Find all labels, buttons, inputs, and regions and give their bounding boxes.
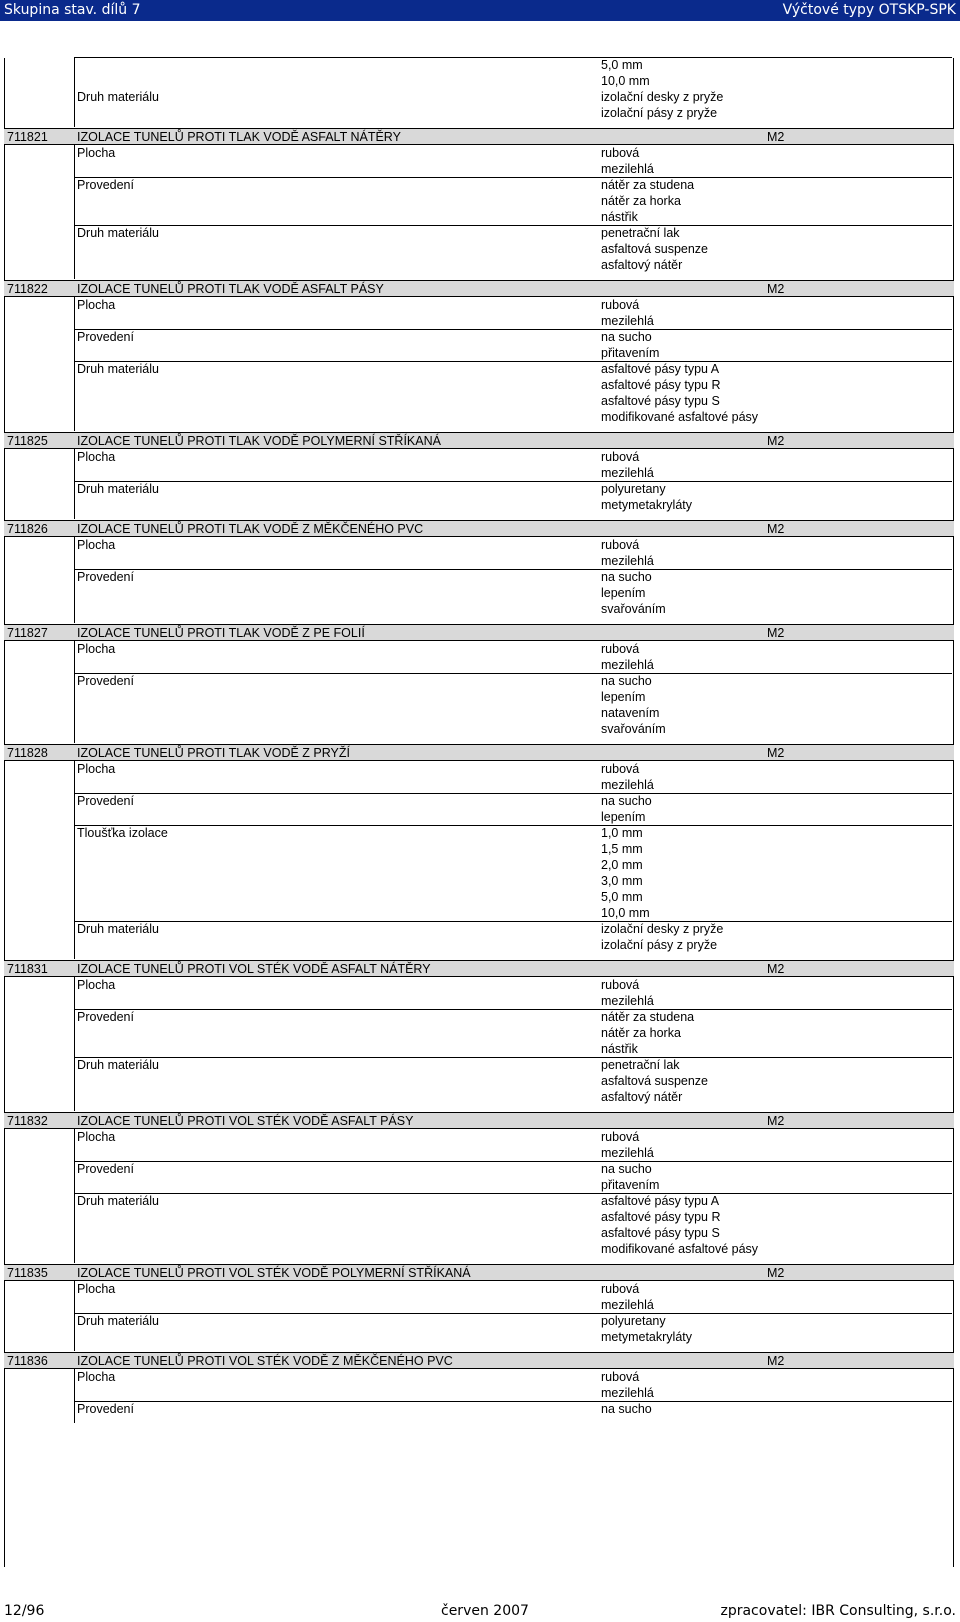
value-cell: na sucho (601, 570, 652, 584)
property-label: Provedení (77, 1010, 134, 1024)
row-divider (74, 481, 952, 482)
column-divider (74, 1281, 75, 1351)
value-cell: modifikované asfaltové pásy (601, 410, 759, 424)
value-cell: rubová (601, 146, 640, 160)
value-cell: mezilehlá (601, 1298, 654, 1312)
item-code: 711822 (7, 282, 48, 296)
property-label: Plocha (77, 762, 116, 776)
item-unit: M2 (767, 962, 785, 976)
item-code: 711825 (7, 434, 48, 448)
value-cell: 10,0 mm (601, 906, 650, 920)
row-divider (74, 57, 952, 58)
item-unit: M2 (767, 746, 785, 760)
column-divider (74, 761, 75, 959)
item-title: IZOLACE TUNELŮ PROTI TLAK VODĚ Z PRYŽÍ (77, 746, 350, 760)
column-divider (74, 977, 75, 1111)
value-cell: 5,0 mm (601, 890, 643, 904)
value-cell: asfaltový nátěr (601, 1090, 683, 1104)
value-cell: 5,0 mm (601, 58, 643, 72)
property-label: Druh materiálu (77, 1058, 159, 1072)
row-divider (74, 921, 952, 922)
value-cell: polyuretany (601, 1314, 666, 1328)
value-cell: polyuretany (601, 482, 666, 496)
value-cell: mezilehlá (601, 778, 654, 792)
value-cell: asfaltové pásy typu A (601, 1194, 720, 1208)
value-cell: 3,0 mm (601, 874, 643, 888)
value-cell: izolační desky z pryže (601, 922, 724, 936)
property-label: Druh materiálu (77, 922, 159, 936)
item-code: 711828 (7, 746, 48, 760)
value-cell: rubová (601, 642, 640, 656)
value-cell: natavením (601, 706, 660, 720)
property-label: Druh materiálu (77, 226, 159, 240)
column-divider (74, 1129, 75, 1263)
property-label: Plocha (77, 1282, 116, 1296)
value-cell: asfaltové pásy typu A (601, 362, 720, 376)
property-label: Plocha (77, 978, 116, 992)
row-divider (74, 1057, 952, 1058)
value-cell: nátěr za horka (601, 1026, 681, 1040)
item-unit: M2 (767, 626, 785, 640)
row-divider (74, 1161, 952, 1162)
property-label: Provedení (77, 1402, 134, 1416)
value-cell: izolační desky z pryže (601, 90, 724, 104)
item-title: IZOLACE TUNELŮ PROTI TLAK VODĚ POLYMERNÍ STŘÍKANÁ (77, 434, 441, 448)
item-title: IZOLACE TUNELŮ PROTI VOL STÉK VODĚ ASFALT NÁTĚRY (77, 962, 431, 976)
value-cell: mezilehlá (601, 994, 654, 1008)
property-label: Provedení (77, 570, 134, 584)
item-unit: M2 (767, 130, 785, 144)
value-cell: rubová (601, 978, 640, 992)
value-cell: mezilehlá (601, 162, 654, 176)
value-cell: nástřik (601, 210, 638, 224)
property-label: Plocha (77, 450, 116, 464)
value-cell: mezilehlá (601, 554, 654, 568)
value-cell: mezilehlá (601, 466, 654, 480)
value-cell: asfaltová suspenze (601, 242, 709, 256)
property-label: Provedení (77, 674, 134, 688)
property-label: Druh materiálu (77, 90, 159, 104)
header-left: Skupina stav. dílů 7 (4, 2, 141, 18)
property-label: Provedení (77, 330, 134, 344)
value-cell: rubová (601, 1130, 640, 1144)
property-label: Tloušťka izolace (77, 826, 168, 840)
item-code: 711821 (7, 130, 48, 144)
value-cell: rubová (601, 450, 640, 464)
value-cell: modifikované asfaltové pásy (601, 1242, 759, 1256)
value-cell: lepením (601, 690, 646, 704)
value-cell: na sucho (601, 1402, 652, 1416)
row-divider (74, 361, 952, 362)
value-cell: 10,0 mm (601, 74, 650, 88)
value-cell: nástřik (601, 1042, 638, 1056)
value-cell: lepením (601, 586, 646, 600)
value-cell: svařováním (601, 722, 666, 736)
value-cell: rubová (601, 1370, 640, 1384)
item-unit: M2 (767, 1354, 785, 1368)
item-unit: M2 (767, 522, 785, 536)
row-divider (74, 825, 952, 826)
footer-date: červen 2007 (441, 1603, 529, 1619)
property-label: Plocha (77, 1370, 116, 1384)
item-code: 711827 (7, 626, 48, 640)
page-footer (0, 1600, 960, 1622)
value-cell: izolační pásy z pryže (601, 938, 718, 952)
value-cell: 2,0 mm (601, 858, 643, 872)
row-divider (74, 225, 952, 226)
value-cell: mezilehlá (601, 1386, 654, 1400)
value-cell: přitavením (601, 346, 660, 360)
value-cell: rubová (601, 538, 640, 552)
value-cell: na sucho (601, 674, 652, 688)
item-unit: M2 (767, 1266, 785, 1280)
item-title: IZOLACE TUNELŮ PROTI TLAK VODĚ Z PE FOLIÍ (77, 626, 365, 640)
row-divider (74, 329, 952, 330)
value-cell: 1,5 mm (601, 842, 643, 856)
value-cell: nátěr za horka (601, 194, 681, 208)
property-label: Druh materiálu (77, 1194, 159, 1208)
row-divider (74, 1193, 952, 1194)
item-code: 711835 (7, 1266, 48, 1280)
value-cell: metymetakryláty (601, 1330, 692, 1344)
item-unit: M2 (767, 434, 785, 448)
value-cell: na sucho (601, 1162, 652, 1176)
column-divider (74, 1369, 75, 1423)
item-title: IZOLACE TUNELŮ PROTI VOL STÉK VODĚ Z MĚKČENÉHO PVC (77, 1354, 453, 1368)
value-cell: nátěr za studena (601, 178, 695, 192)
property-label: Plocha (77, 298, 116, 312)
value-cell: penetrační lak (601, 1058, 680, 1072)
column-divider (74, 145, 75, 279)
row-divider (74, 673, 952, 674)
value-cell: na sucho (601, 794, 652, 808)
value-cell: asfaltová suspenze (601, 1074, 709, 1088)
value-cell: 1,0 mm (601, 826, 643, 840)
property-label: Druh materiálu (77, 1314, 159, 1328)
value-cell: izolační pásy z pryže (601, 106, 718, 120)
property-label: Provedení (77, 794, 134, 808)
column-divider (74, 641, 75, 743)
value-cell: na sucho (601, 330, 652, 344)
item-title: IZOLACE TUNELŮ PROTI VOL STÉK VODĚ POLYMERNÍ STŘÍKANÁ (77, 1266, 471, 1280)
item-code: 711832 (7, 1114, 48, 1128)
row-divider (74, 177, 952, 178)
item-unit: M2 (767, 1114, 785, 1128)
value-cell: přitavením (601, 1178, 660, 1192)
row-divider (74, 1313, 952, 1314)
property-label: Druh materiálu (77, 482, 159, 496)
value-cell: rubová (601, 762, 640, 776)
property-label: Druh materiálu (77, 362, 159, 376)
property-label: Provedení (77, 178, 134, 192)
property-label: Plocha (77, 1130, 116, 1144)
item-code: 711826 (7, 522, 48, 536)
value-cell: asfaltové pásy typu R (601, 378, 721, 392)
item-code: 711831 (7, 962, 48, 976)
value-cell: mezilehlá (601, 658, 654, 672)
property-label: Plocha (77, 538, 116, 552)
column-divider (74, 297, 75, 431)
column-divider (74, 537, 75, 623)
row-divider (74, 1009, 952, 1010)
column-divider (74, 449, 75, 519)
item-unit: M2 (767, 282, 785, 296)
property-label: Plocha (77, 146, 116, 160)
value-cell: lepením (601, 810, 646, 824)
footer-author: zpracovatel: IBR Consulting, s.r.o. (720, 1603, 956, 1619)
item-code: 711836 (7, 1354, 48, 1368)
value-cell: svařováním (601, 602, 666, 616)
item-title: IZOLACE TUNELŮ PROTI TLAK VODĚ ASFALT PÁSY (77, 282, 384, 296)
value-cell: nátěr za studena (601, 1010, 695, 1024)
item-title: IZOLACE TUNELŮ PROTI TLAK VODĚ ASFALT NÁTĚRY (77, 130, 401, 144)
item-title: IZOLACE TUNELŮ PROTI TLAK VODĚ Z MĚKČENÉHO PVC (77, 522, 424, 536)
footer-page: 12/96 (4, 1603, 45, 1619)
value-cell: asfaltové pásy typu R (601, 1210, 721, 1224)
property-label: Provedení (77, 1162, 134, 1176)
value-cell: mezilehlá (601, 1146, 654, 1160)
row-divider (74, 569, 952, 570)
value-cell: penetrační lak (601, 226, 680, 240)
value-cell: rubová (601, 1282, 640, 1296)
row-divider (74, 1401, 952, 1402)
value-cell: asfaltové pásy typu S (601, 1226, 720, 1240)
header-right: Výčtové typy OTSKP-SPK (782, 2, 956, 18)
item-title: IZOLACE TUNELŮ PROTI VOL STÉK VODĚ ASFALT PÁSY (77, 1114, 414, 1128)
column-divider (74, 57, 75, 127)
value-cell: rubová (601, 298, 640, 312)
property-label: Plocha (77, 642, 116, 656)
row-divider (74, 793, 952, 794)
value-cell: metymetakryláty (601, 498, 692, 512)
value-cell: mezilehlá (601, 314, 654, 328)
value-cell: asfaltový nátěr (601, 258, 683, 272)
value-cell: asfaltové pásy typu S (601, 394, 720, 408)
